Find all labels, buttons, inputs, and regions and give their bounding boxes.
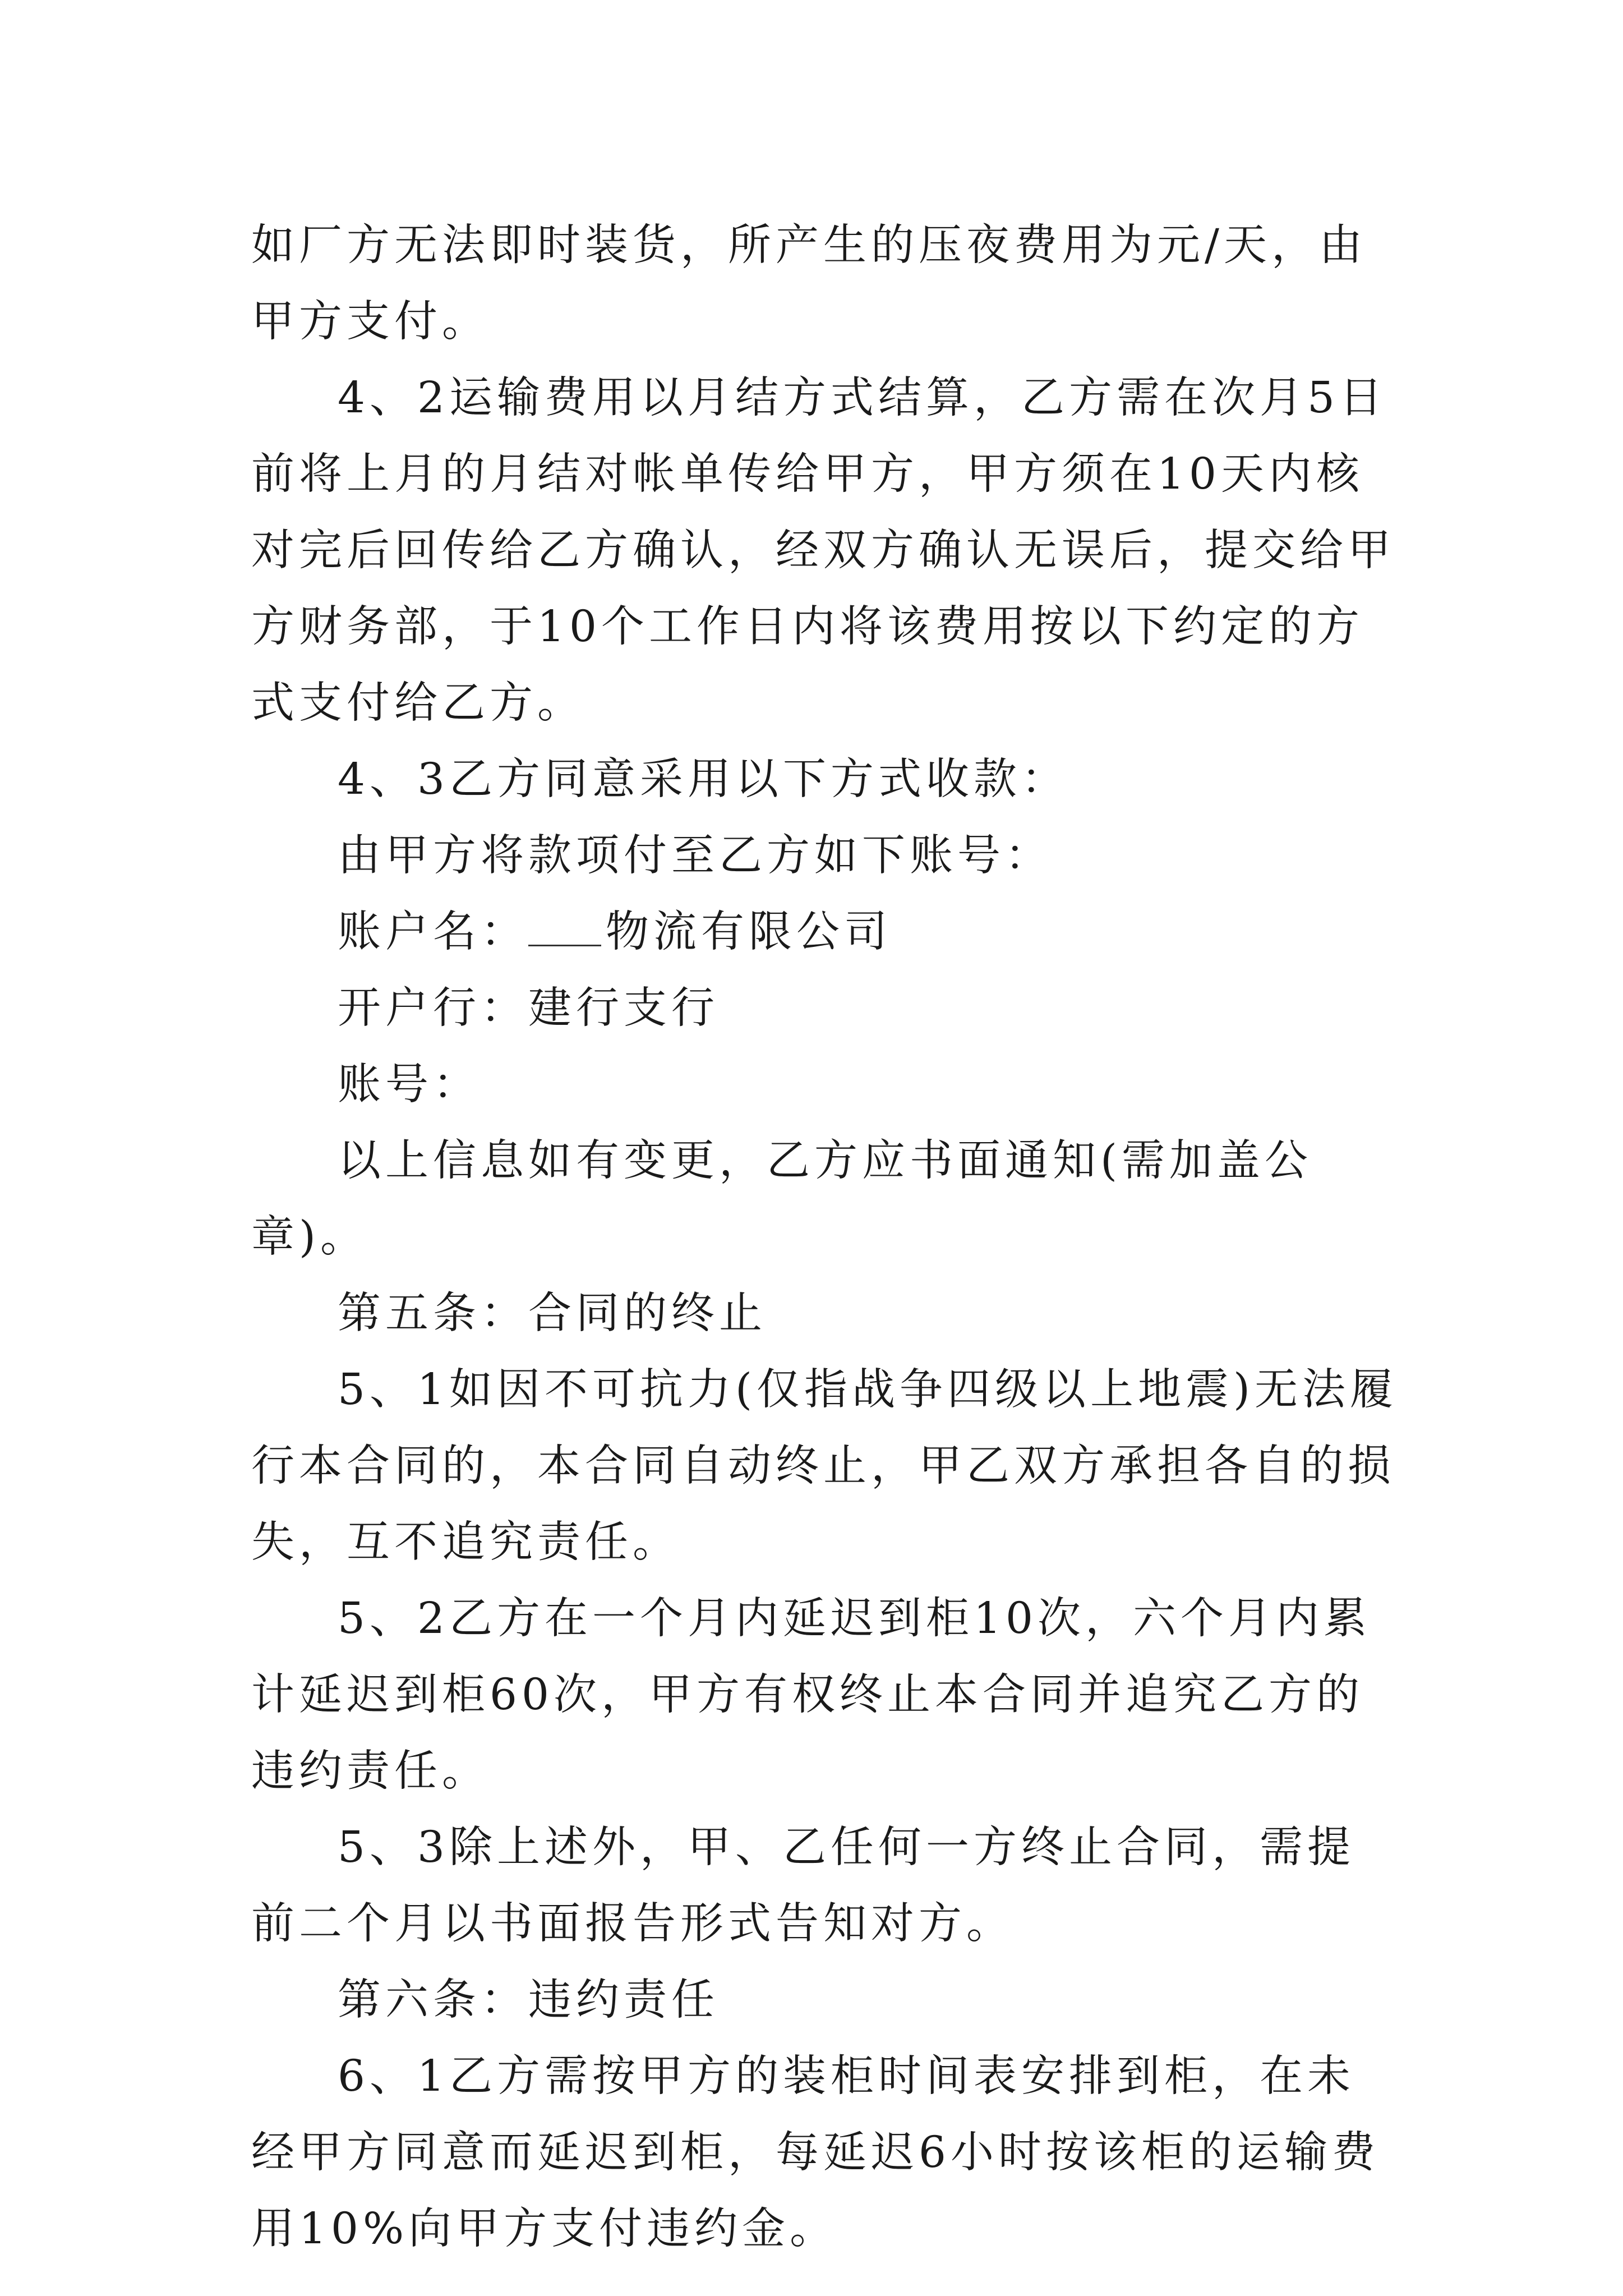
paragraph-opening-bank: 开户行：建行支行 xyxy=(338,983,719,1033)
paragraph-clause-5-2: 5、2乙方在一个月内延迟到柜10次，六个月内累计延迟到柜60次，甲方有权终止本合同并追究乙方的违约责任。 xyxy=(251,1594,1371,1796)
paragraph-clause-4-2: 4、2运输费用以月结方式结算，乙方需在次月5日前将上月的月结对帐单传给甲方，甲方须在10天内核对完后回传给乙方确认，经双方确认无误后，提交给甲方财务部，于10个工作日内将该费用按以下约定的方式支付给乙方。 xyxy=(251,373,1395,728)
paragraph-account-number: 账号： xyxy=(338,1060,481,1110)
paragraph-pressing-night-fee: 如厂方无法即时装货，所产生的压夜费用为元/天，由甲方支付。 xyxy=(251,220,1367,347)
account-name-value: 物流有限公司 xyxy=(606,907,892,957)
paragraph-clause-6-1: 6、1乙方需按甲方的装柜时间表安排到柜，在未经甲方同意而延迟到柜，每延迟6小时按该柜的运输费用10%向甲方支付违约金。 xyxy=(251,2051,1380,2254)
paragraph-clause-4-3: 4、3乙方同意采用以下方式收款： xyxy=(338,754,1069,804)
paragraph-clause-5-3: 5、3除上述外，甲、乙任何一方终止合同，需提前二个月以书面报告形式告知对方。 xyxy=(251,1823,1355,1949)
paragraph-clause-5-1: 5、1如因不可抗力(仅指战争四级以上地震)无法履行本合同的，本合同自动终止，甲乙双方承担各自的损失，互不追究责任。 xyxy=(251,1365,1398,1567)
account-name-blank-line xyxy=(528,910,601,946)
account-name-label: 账户名： xyxy=(338,907,528,957)
paragraph-info-change-notice: 以上信息如有变更，乙方应书面通知(需加盖公章)。 xyxy=(251,1136,1313,1262)
heading-article-5: 第五条：合同的终止 xyxy=(338,1289,767,1338)
paragraph-payment-account-intro: 由甲方将款项付至乙方如下账号： xyxy=(338,831,1053,881)
document-body xyxy=(251,208,1401,2267)
heading-article-6: 第六条：违约责任 xyxy=(338,1975,719,2025)
paragraph-account-name xyxy=(251,894,1401,970)
